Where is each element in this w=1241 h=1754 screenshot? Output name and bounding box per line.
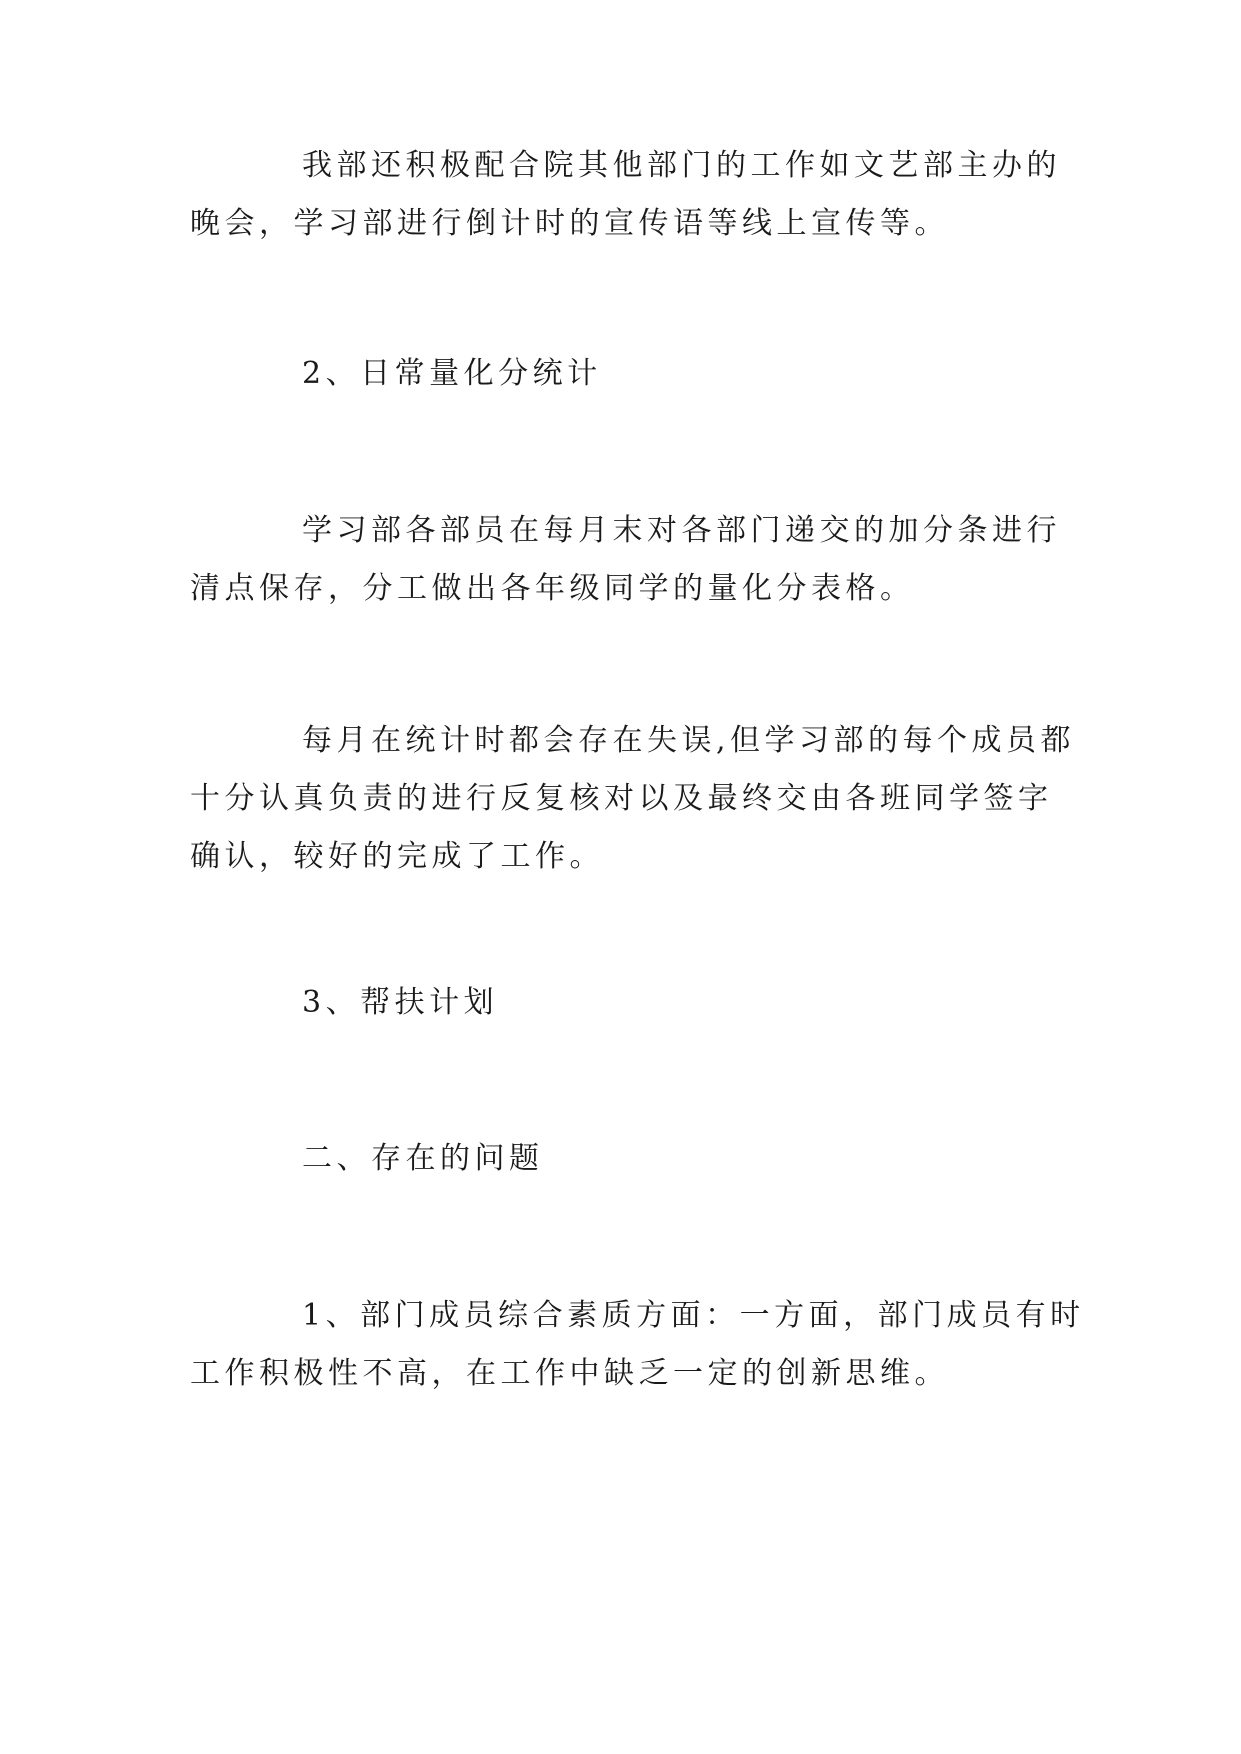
heading-daily-quantification <box>190 345 1060 403</box>
paragraph-verification <box>190 712 1076 886</box>
heading-line: 3、帮扶计划 <box>302 985 499 1020</box>
paragraph-line: 学习部各部员在每月末对各部门递交的加分条进行 <box>302 513 1061 548</box>
paragraph-line: 1、部门成员综合素质方面：一方面，部门成员有时 <box>302 1298 1085 1333</box>
paragraph-cooperation <box>190 137 1060 253</box>
paragraph-line: 十分认真负责的进行反复核对以及最终交由各班同学签字 <box>190 781 1053 816</box>
paragraph-line: 晚会，学习部进行倒计时的宣传语等线上宣传等。 <box>190 206 949 241</box>
paragraph-line: 确认，较好的完成了工作。 <box>190 839 604 874</box>
paragraph-line: 工作积极性不高，在工作中缺乏一定的创新思维。 <box>190 1356 949 1391</box>
paragraph-line: 每月在统计时都会存在失误,但学习部的每个成员都 <box>302 723 1076 758</box>
heading-line: 2、日常量化分统计 <box>302 356 602 391</box>
paragraph-line: 我部还积极配合院其他部门的工作如文艺部主办的 <box>302 148 1061 183</box>
heading-line: 二、存在的问题 <box>302 1141 544 1176</box>
heading-assistance-plan <box>190 974 1060 1032</box>
heading-existing-problems <box>190 1130 1060 1188</box>
paragraph-line: 清点保存，分工做出各年级同学的量化分表格。 <box>190 571 915 606</box>
paragraph-member-quality <box>190 1287 1085 1403</box>
paragraph-monthly-bonus <box>190 502 1060 618</box>
